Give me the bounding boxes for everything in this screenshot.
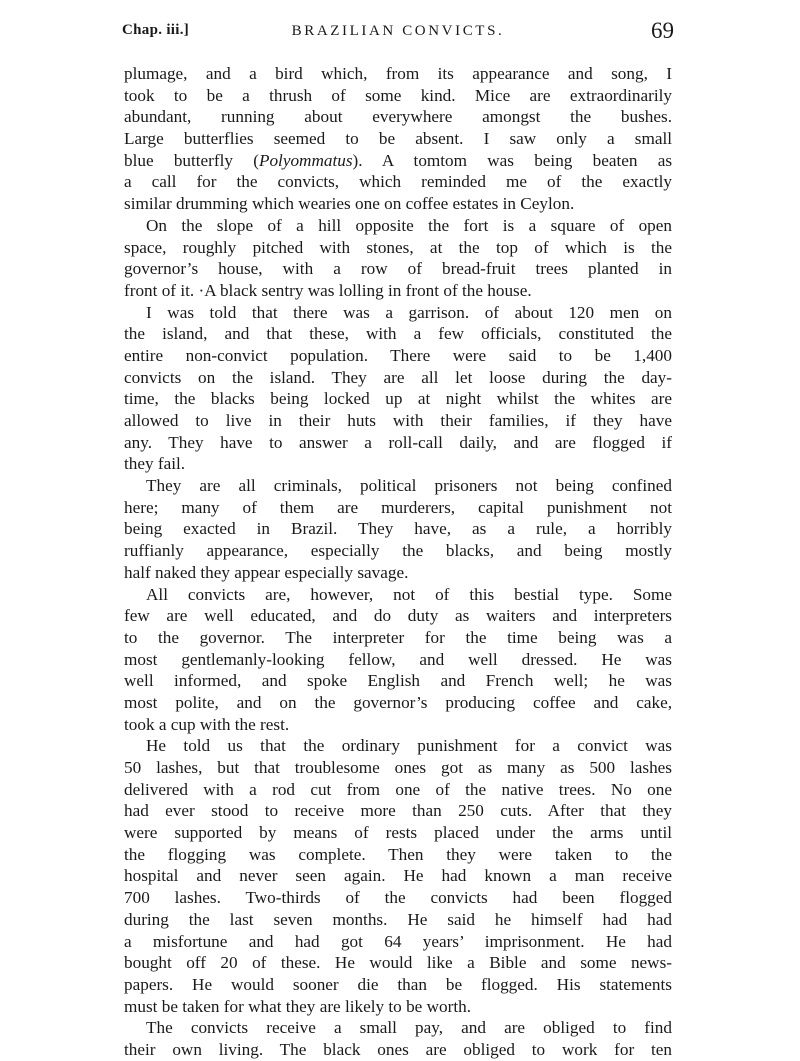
text-line: must be taken for what they are likely to be worth. bbox=[124, 996, 471, 1016]
text-line: governor’s house, with a row of bread-fruit trees planted in bbox=[124, 259, 672, 279]
text-line: took a cup with the rest. bbox=[124, 714, 290, 734]
text-line: a misfortune and had got 64 years’ imprisonment. He had bbox=[124, 931, 672, 951]
body-text bbox=[124, 63, 672, 1061]
paragraph bbox=[124, 63, 672, 215]
running-title: BRAZILIAN CONVICTS. bbox=[291, 23, 505, 39]
text-line: front of it. ·A black sentry was lolling in front of the house. bbox=[124, 280, 532, 300]
paragraph bbox=[124, 215, 672, 302]
text-line: took to be a thrush of some kind. Mice are extraordinarily bbox=[124, 85, 672, 105]
text-line: entire non-convict population. There were said to be 1,400 bbox=[124, 345, 672, 365]
text-line: half naked they appear especially savage. bbox=[124, 562, 409, 582]
text-line: On the slope of a hill opposite the fort is a square of open bbox=[146, 215, 672, 235]
text-line: most polite, and on the governor’s producing coffee and cake, bbox=[124, 692, 672, 712]
text-line: time, the blacks being locked up at night whilst the whites are bbox=[124, 389, 672, 409]
paragraph bbox=[124, 735, 672, 1017]
text-line: plumage, and a bird which, from its appearance and song, I bbox=[124, 64, 672, 83]
text-line: a call for the convicts, which reminded me of the exactly bbox=[124, 172, 672, 192]
text-line: they fail. bbox=[124, 454, 186, 474]
text-line: their own living. The black ones are obliged to work for ten bbox=[124, 1039, 672, 1059]
text-line: most gentlemanly-looking fellow, and well dressed. He was bbox=[124, 649, 672, 669]
text-line: space, roughly pitched with stones, at the top of which is the bbox=[124, 237, 672, 257]
running-head bbox=[122, 18, 674, 48]
chapter-label: Chap. iii.] bbox=[122, 22, 190, 38]
text-line: being exacted in Brazil. They have, as a rule, a horribly bbox=[124, 519, 672, 539]
text-line: allowed to live in their huts with their families, if they have bbox=[124, 411, 672, 430]
text-line: 700 lashes. Two-thirds of the convicts had been flogged bbox=[124, 888, 672, 908]
text-line: any. They have to answer a roll-call daily, and are flogged if bbox=[124, 432, 672, 452]
text-line: convicts on the island. They are all let loose during the day- bbox=[124, 367, 672, 387]
paragraph bbox=[124, 475, 672, 583]
text-line: during the last seven months. He said he himself had had bbox=[124, 909, 672, 929]
text-line: All convicts are, however, not of this bestial type. Some bbox=[146, 584, 672, 604]
text-line: well informed, and spoke English and French well; he was bbox=[124, 671, 672, 691]
text-line: He told us that the ordinary punishment for a convict was bbox=[146, 736, 672, 756]
text-line: hospital and never seen again. He had known a man receive bbox=[124, 866, 672, 886]
text-line: papers. He would sooner die than be flogged. His statements bbox=[124, 974, 672, 994]
text-line: similar drumming which wearies one on coffee estates in Ceylon. bbox=[124, 194, 575, 214]
text-line: to the governor. The interpreter for the time being was a bbox=[124, 627, 672, 647]
text-line: They are all criminals, political prisoners not being confined bbox=[146, 476, 672, 496]
text-line: abundant, running about everywhere amongst the bushes. bbox=[124, 107, 672, 127]
text-line: ruffianly appearance, especially the blacks, and being mostly bbox=[124, 541, 672, 561]
text-line: delivered with a rod cut from one of the native trees. No one bbox=[124, 779, 672, 799]
paragraph bbox=[124, 584, 672, 736]
text-line: I was told that there was a garrison. of about 120 men on bbox=[146, 302, 672, 322]
text-line: The convicts receive a small pay, and are obliged to find bbox=[146, 1018, 672, 1038]
paragraph bbox=[124, 1017, 672, 1060]
text-line: the island, and that these, with a few officials, constituted the bbox=[124, 324, 672, 344]
text-line: 50 lashes, but that troublesome ones got as many as 500 lashes bbox=[124, 758, 672, 777]
paragraph bbox=[124, 302, 672, 476]
text-line: here; many of them are murderers, capital punishment not bbox=[124, 497, 672, 517]
page-number: 69 bbox=[651, 18, 674, 43]
text-line: blue butterfly (Polyommatus). A tomtom was being beaten as bbox=[124, 150, 673, 170]
text-line: few are well educated, and do duty as waiters and interpreters bbox=[124, 606, 672, 626]
text-line: bought off 20 of these. He would like a Bible and some news- bbox=[124, 953, 672, 973]
text-line: had ever stood to receive more than 250 cuts. After that they bbox=[124, 801, 672, 821]
text-line: Large butterflies seemed to be absent. I saw only a small bbox=[124, 129, 672, 149]
text-line: the flogging was complete. Then they were taken to the bbox=[124, 844, 672, 864]
text-line: were supported by means of rests placed under the arms until bbox=[124, 823, 672, 843]
